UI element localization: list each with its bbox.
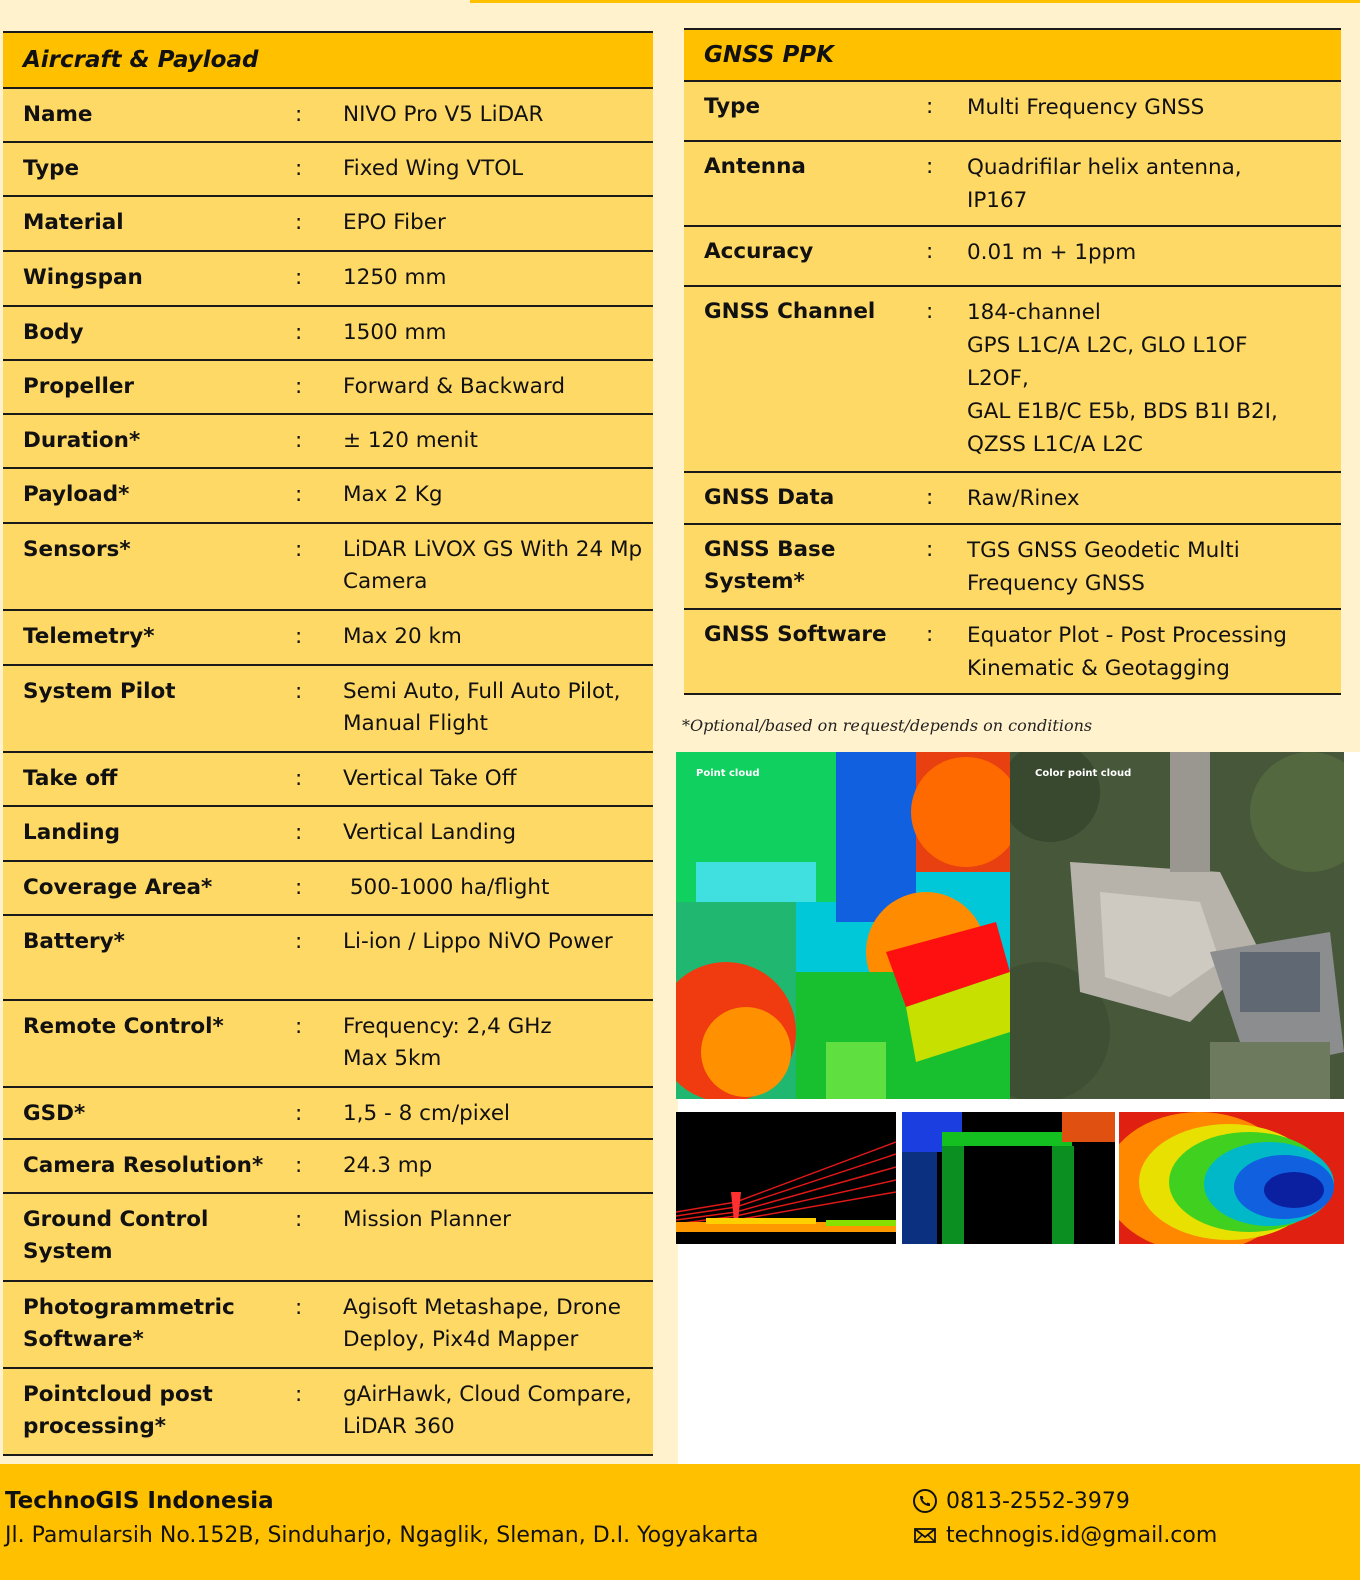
aircraft-row: [3, 524, 653, 611]
aircraft-row-separator: :: [295, 1014, 303, 1039]
aircraft-row: [3, 666, 653, 753]
aircraft-row-separator: :: [295, 766, 303, 791]
aircraft-row-value: Fixed Wing VTOL: [343, 156, 524, 181]
aircraft-row-value: 500-1000 ha/flight: [343, 875, 550, 900]
gnss-row-label: Type: [704, 94, 761, 119]
aircraft-row-separator: :: [295, 1101, 303, 1126]
aircraft-row-label: Ground Control System: [23, 1207, 209, 1264]
aircraft-row-label: Wingspan: [23, 265, 143, 290]
aircraft-row-separator: :: [295, 102, 303, 127]
aircraft-row-label: Photogrammetric Software*: [23, 1295, 235, 1352]
aircraft-row-separator: :: [295, 1153, 303, 1178]
aircraft-row: [3, 252, 653, 307]
email-address[interactable]: technogis.id@gmail.com: [946, 1522, 1218, 1548]
aircraft-row-separator: :: [295, 1295, 303, 1320]
aircraft-row-separator: :: [295, 929, 303, 954]
aircraft-table-title: Aircraft & Payload: [3, 33, 653, 89]
aircraft-row: [3, 807, 653, 862]
mail-icon: [912, 1522, 938, 1548]
aircraft-row-value: gAirHawk, Cloud Compare, LiDAR 360: [343, 1382, 639, 1439]
aircraft-row-separator: :: [295, 820, 303, 845]
gnss-row: [684, 473, 1341, 525]
aircraft-row: [3, 143, 653, 197]
aircraft-row-separator: :: [295, 1382, 303, 1407]
aircraft-row-separator: :: [295, 320, 303, 345]
aircraft-row-value: ± 120 menit: [343, 428, 478, 453]
phone-icon: [912, 1488, 938, 1514]
point-cloud-image: [676, 752, 1010, 1099]
aircraft-row-label: GSD*: [23, 1101, 86, 1126]
aircraft-row-label: Take off: [23, 766, 118, 791]
terrain-lidar-image: [1119, 1112, 1344, 1244]
gnss-row: [684, 142, 1341, 227]
company-name: TechnoGIS Indonesia: [5, 1488, 274, 1514]
aircraft-row-value: Mission Planner: [343, 1207, 511, 1232]
aircraft-row: [3, 307, 653, 361]
aircraft-row: [3, 1001, 653, 1088]
gnss-row-label: Accuracy: [704, 239, 814, 264]
aircraft-row-separator: :: [295, 156, 303, 181]
aircraft-row-label: Material: [23, 210, 124, 235]
aircraft-row-label: Battery*: [23, 929, 125, 954]
color-point-cloud-image: [1010, 752, 1344, 1099]
aircraft-row: [3, 862, 653, 916]
aircraft-row: [3, 916, 653, 1001]
aircraft-row: [3, 1140, 653, 1194]
email-contact: [912, 1522, 1217, 1548]
aircraft-row-value: 1,5 - 8 cm/pixel: [343, 1101, 511, 1126]
gnss-row: [684, 525, 1341, 610]
gnss-row-separator: :: [926, 537, 934, 562]
aircraft-row-label: Camera Resolution*: [23, 1153, 264, 1178]
aircraft-row-value: NIVO Pro V5 LiDAR: [343, 102, 544, 127]
gnss-row-value: 184-channel GPS L1C/A L2C, GLO L1OF L2OF, GAL E1B/C E5b, BDS B1I B2I, QZSS L1C/A L2C: [967, 300, 1278, 457]
aircraft-row-value: 24.3 mp: [343, 1153, 433, 1178]
aircraft-row: [3, 1194, 653, 1282]
gnss-row: [684, 227, 1341, 287]
aircraft-row-value: Frequency: 2,4 GHz Max 5km: [343, 1014, 552, 1071]
aircraft-row-label: Sensors*: [23, 537, 131, 562]
gnss-row-value: Raw/Rinex: [967, 486, 1080, 511]
aircraft-row: [3, 611, 653, 666]
aircraft-row: [3, 1088, 653, 1140]
aircraft-row-separator: :: [295, 210, 303, 235]
gnss-ppk-table: [684, 28, 1341, 695]
structure-lidar-image: [902, 1112, 1115, 1244]
aircraft-row-label: Name: [23, 102, 93, 127]
power-line-lidar-image: [676, 1112, 896, 1244]
gnss-row-separator: :: [926, 154, 934, 179]
aircraft-row: [3, 1282, 653, 1369]
aircraft-row-separator: :: [295, 428, 303, 453]
aircraft-row-label: Duration*: [23, 428, 141, 453]
aircraft-row-label: Telemetry*: [23, 624, 155, 649]
aircraft-row-separator: :: [295, 624, 303, 649]
gnss-row-label: Antenna: [704, 154, 806, 179]
aircraft-row-value: 1250 mm: [343, 265, 447, 290]
aircraft-row-value: 1500 mm: [343, 320, 447, 345]
gnss-row-value: TGS GNSS Geodetic Multi Frequency GNSS: [967, 538, 1247, 596]
aircraft-row-label: Remote Control*: [23, 1014, 224, 1039]
phone-number[interactable]: 0813-2552-3979: [946, 1488, 1130, 1514]
aircraft-row-label: Type: [23, 156, 80, 181]
top-accent-line: [470, 0, 1360, 3]
aircraft-row-value: Max 20 km: [343, 624, 462, 649]
color-point-cloud-label: Color point cloud: [1035, 768, 1132, 779]
optional-note: *Optional/based on request/depends on conditions: [682, 716, 1093, 735]
aircraft-row: [3, 415, 653, 469]
gnss-row-value: 0.01 m + 1ppm: [967, 240, 1137, 265]
aircraft-row-separator: :: [295, 537, 303, 562]
aircraft-row-value: LiDAR LiVOX GS With 24 Mp Camera: [343, 537, 650, 594]
aircraft-row-value: Li-ion / Lippo NiVO Power: [343, 929, 613, 954]
gnss-row-separator: :: [926, 239, 934, 264]
aircraft-row-separator: :: [295, 374, 303, 399]
aircraft-row-value: Vertical Take Off: [343, 766, 517, 791]
aircraft-row-value: Agisoft Metashape, Drone Deploy, Pix4d Mapper: [343, 1295, 628, 1352]
aircraft-row: [3, 89, 653, 143]
aircraft-row: [3, 197, 653, 252]
aircraft-row-separator: :: [295, 679, 303, 704]
aircraft-rows: [3, 89, 653, 1456]
gnss-row-separator: :: [926, 94, 934, 119]
aircraft-row-label: Body: [23, 320, 84, 345]
gnss-row-separator: :: [926, 299, 934, 324]
aircraft-payload-table: [3, 31, 653, 1456]
gnss-row-label: GNSS Channel: [704, 299, 876, 324]
aircraft-row: [3, 753, 653, 807]
aircraft-row-separator: :: [295, 265, 303, 290]
aircraft-row: [3, 361, 653, 415]
gnss-row-separator: :: [926, 622, 934, 647]
company-address: Jl. Pamularsih No.152B, Sinduharjo, Ngaglik, Sleman, D.I. Yogyakarta: [5, 1523, 759, 1548]
aircraft-row-label: Coverage Area*: [23, 875, 213, 900]
gnss-rows: [684, 82, 1341, 695]
aircraft-row-value: Max 2 Kg: [343, 482, 443, 507]
phone-contact: [912, 1488, 1130, 1514]
gnss-row-label: GNSS Base System*: [704, 537, 836, 594]
gnss-row-value: Multi Frequency GNSS: [967, 95, 1205, 120]
gnss-row-label: GNSS Software: [704, 622, 887, 647]
gnss-row-label: GNSS Data: [704, 485, 835, 510]
aircraft-row-value: Semi Auto, Full Auto Pilot, Manual Flight: [343, 679, 628, 736]
gnss-row-value: Equator Plot - Post Processing Kinematic & Geotagging: [967, 623, 1294, 681]
aircraft-row-label: System Pilot: [23, 679, 176, 704]
gnss-row: [684, 82, 1341, 142]
aircraft-row-separator: :: [295, 482, 303, 507]
aircraft-row-label: Pointcloud post processing*: [23, 1382, 213, 1439]
aircraft-row-label: Propeller: [23, 374, 135, 399]
aircraft-row: [3, 469, 653, 524]
aircraft-row: [3, 1369, 653, 1456]
aircraft-row-separator: :: [295, 875, 303, 900]
aircraft-row-value: EPO Fiber: [343, 210, 446, 235]
gnss-row: [684, 287, 1341, 473]
aircraft-row-separator: :: [295, 1207, 303, 1232]
point-cloud-label: Point cloud: [696, 768, 760, 779]
aircraft-row-value: Forward & Backward: [343, 374, 565, 399]
footer: [0, 1464, 1360, 1580]
aircraft-row-value: Vertical Landing: [343, 820, 516, 845]
gnss-row-value: Quadrifilar helix antenna, IP167: [967, 155, 1242, 213]
gnss-table-title: GNSS PPK: [684, 30, 1341, 82]
gnss-row-separator: :: [926, 485, 934, 510]
gnss-row: [684, 610, 1341, 695]
aircraft-row-label: Landing: [23, 820, 120, 845]
aircraft-row-label: Payload*: [23, 482, 130, 507]
